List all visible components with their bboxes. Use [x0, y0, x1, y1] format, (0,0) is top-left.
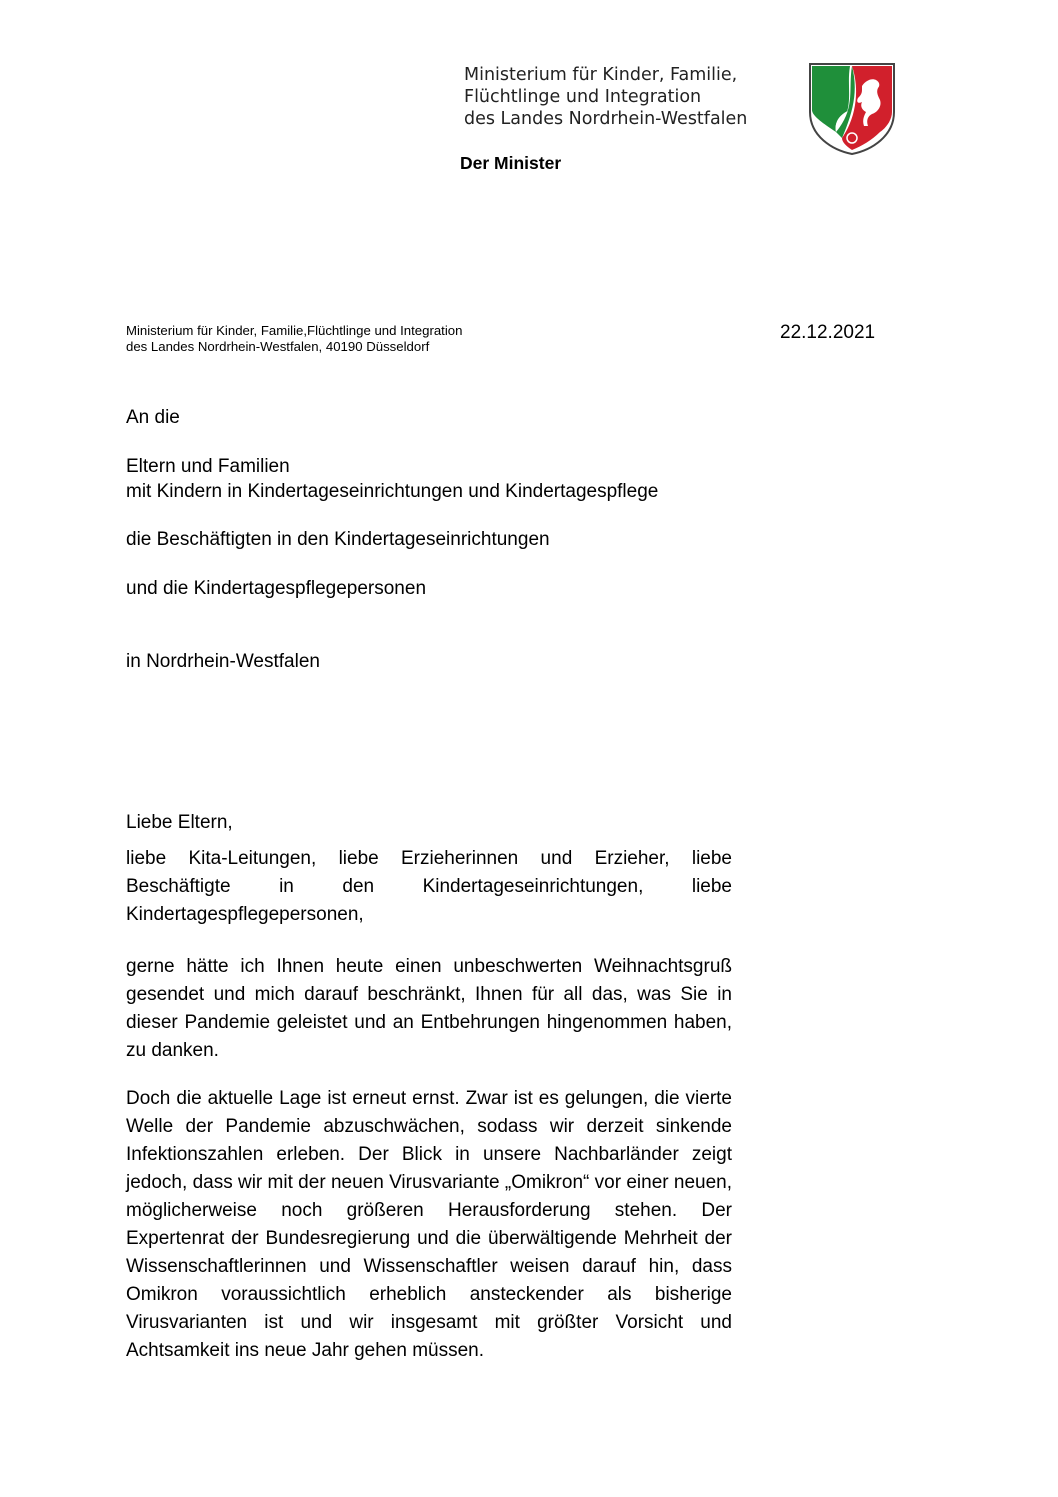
- body-paragraph: liebe Kita-Leitungen, liebe Erzieherinnen und Erzieher, liebe Beschäftigte in den Kindertageseinrichtungen, liebe Kindertagespflegepersonen,: [126, 848, 732, 925]
- ministry-name-line: des Landes Nordrhein-Westfalen: [464, 109, 748, 129]
- addressee-caregivers: und die Kindertagespflegepersonen: [126, 578, 427, 599]
- minister-title: Der Minister: [460, 153, 562, 173]
- addressee-line: Eltern und Familien: [126, 456, 290, 477]
- addressee-line: mit Kindern in Kindertageseinrichtungen und Kindertagespflege: [126, 481, 659, 502]
- addressee-parents: [126, 453, 658, 506]
- ministry-name: [464, 64, 804, 130]
- body-paragraph: Doch die aktuelle Lage ist erneut ernst. Zwar ist es gelungen, die vierte Welle der Pandemie abzuschwächen, sodass wir derzeit sinkende Infektionszahlen erleben. Der Blick in unsere Nachbarländer zeigt jedoch, dass wir mit der neuen Virusvariante „Omikron“ vor einer neuen, möglicherweise noch größeren Herausforderung stehen. Der Expertenrat der Bundesregierung und die überwältigende Mehrheit der Wissenschaftlerinnen und Wissenschaftler weisen darauf hin, dass Omikron voraussichtlich erheblich ansteckender als bisherige Virusvarianten ist und wir insgesamt mit größter Vorsicht und Achtsamkeit ins neue Jahr gehen müssen.: [126, 1088, 732, 1361]
- ministry-name-line: Flüchtlinge und Integration: [464, 87, 702, 107]
- body-paragraph: gerne hätte ich Ihnen heute einen unbeschwerten Weihnachtsgruß gesendet und mich darauf beschränkt, Ihnen für all das, was Sie in dieser Pandemie geleistet und an Entbehrungen hingenommen haben, zu danken.: [126, 956, 732, 1061]
- return-address-line: des Landes Nordrhein-Westfalen, 40190 Düsseldorf: [126, 338, 430, 354]
- return-address-line: Ministerium für Kinder, Familie,Flüchtlinge und Integration: [126, 323, 463, 338]
- salutation: Liebe Eltern,: [126, 812, 233, 833]
- nrw-coat-of-arms-icon: [806, 60, 898, 156]
- letter-date: 22.12.2021: [780, 322, 876, 343]
- addressee-intro: An die: [126, 407, 180, 428]
- return-address: [126, 323, 462, 354]
- addressee-region: in Nordrhein-Westfalen: [126, 651, 320, 672]
- addressee-staff: die Beschäftigten in den Kindertageseinrichtungen: [126, 529, 550, 550]
- ministry-name-line: Ministerium für Kinder, Familie,: [464, 65, 738, 85]
